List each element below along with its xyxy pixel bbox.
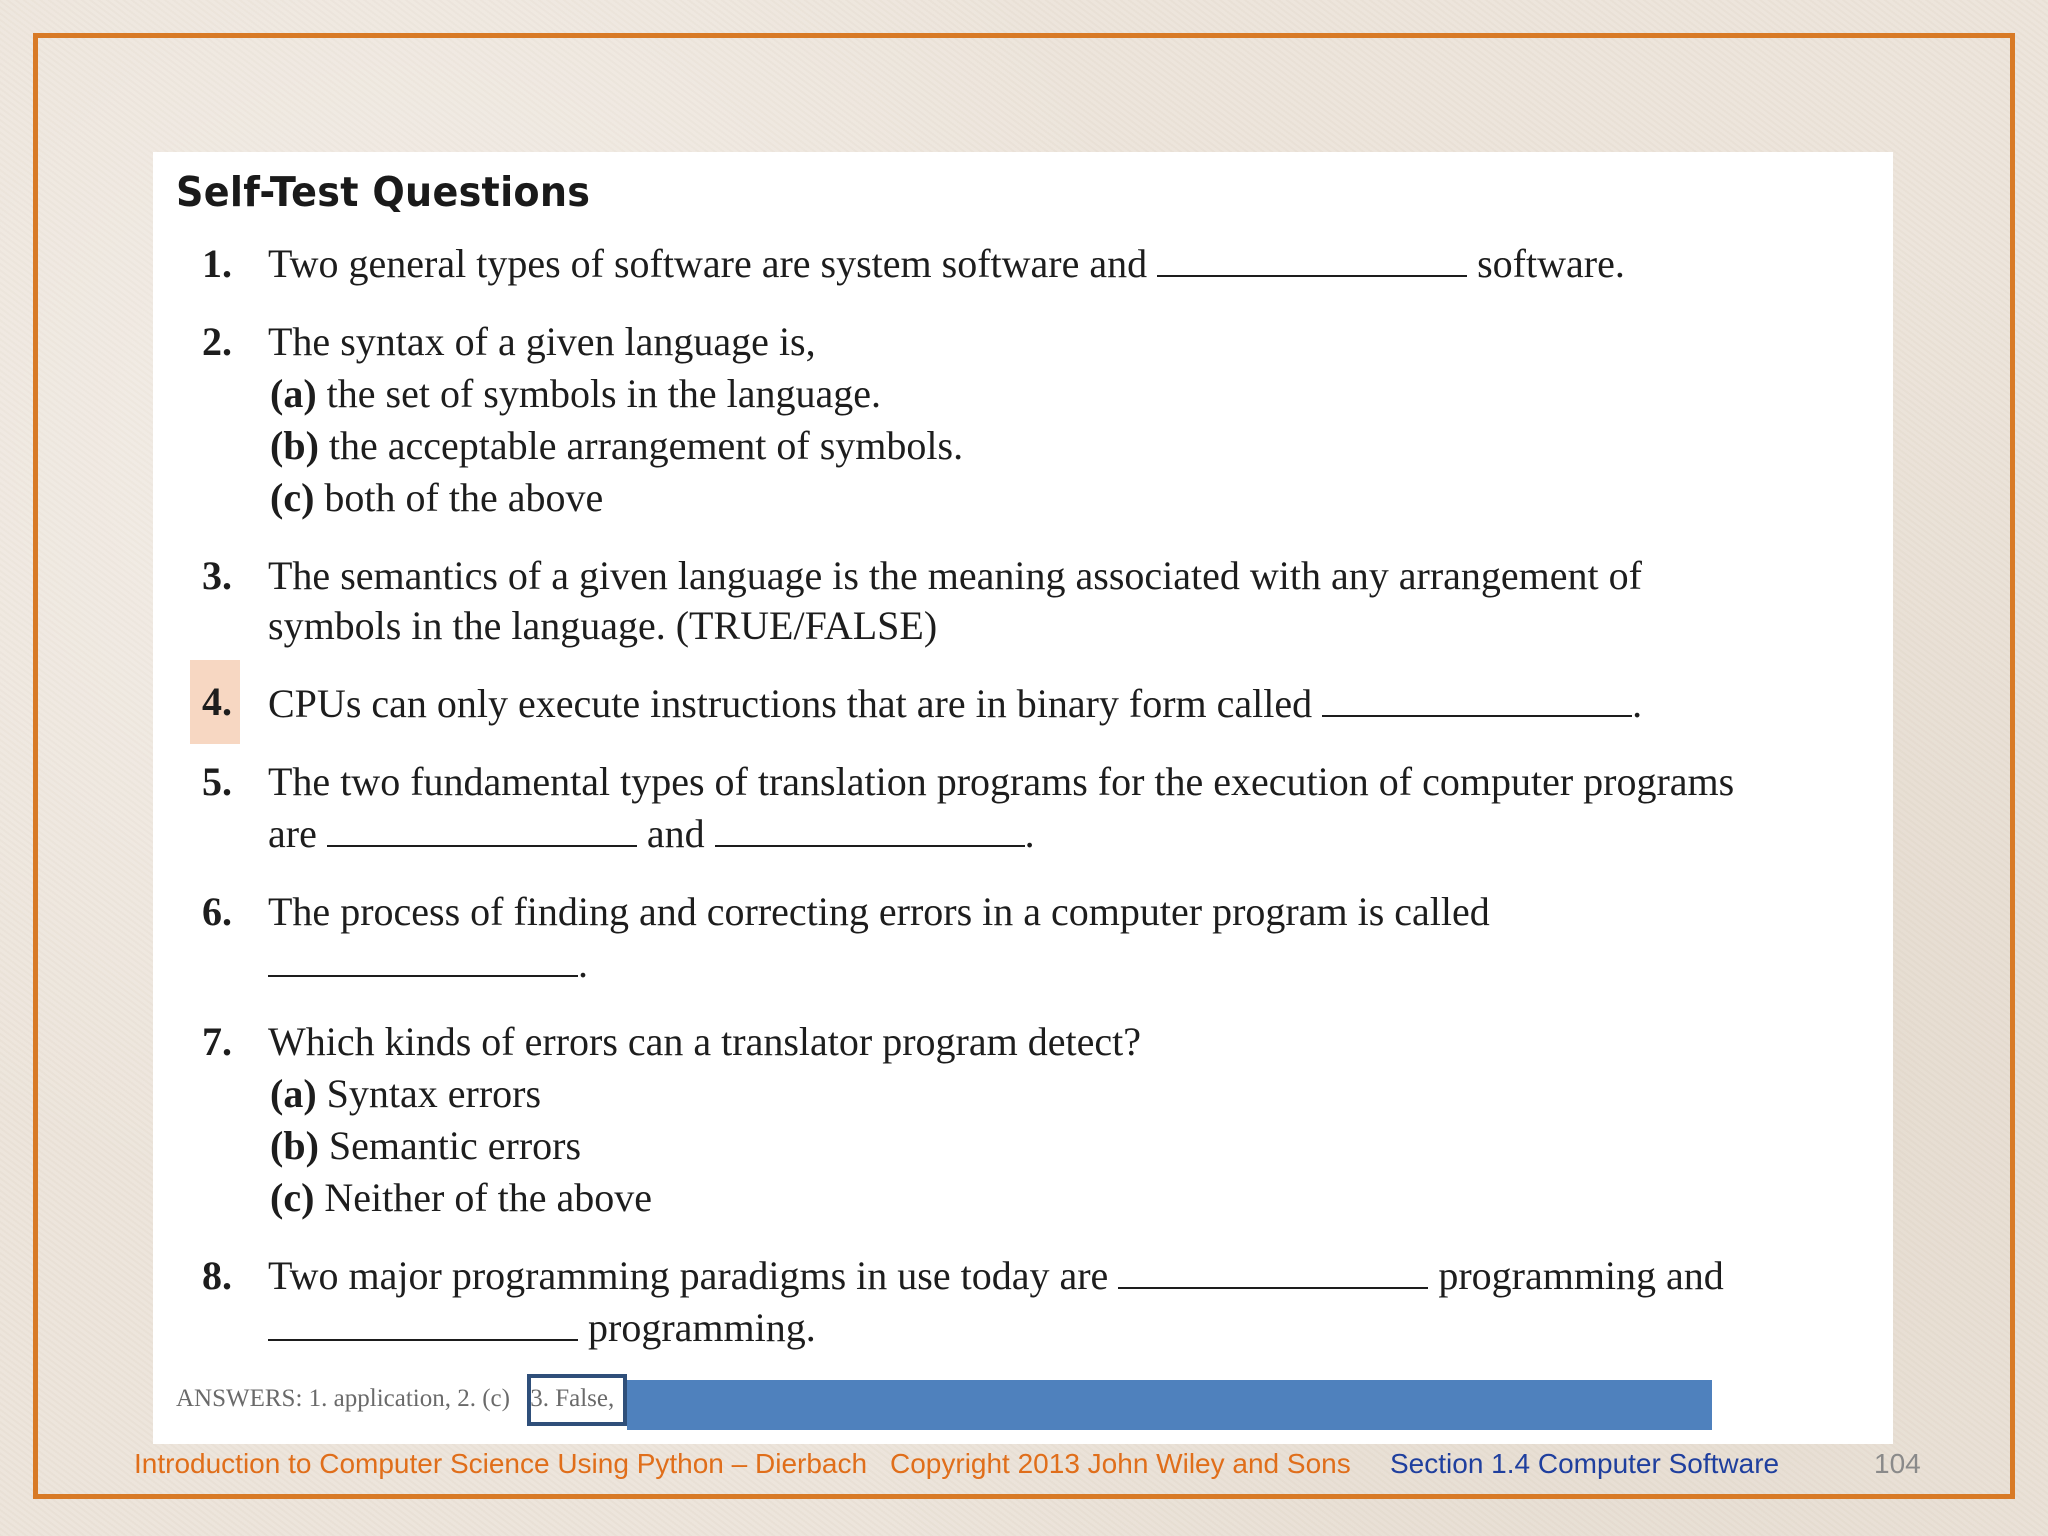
answer-3-highlighted: 3. False,	[530, 1385, 615, 1412]
question-number-1: 1.	[202, 241, 232, 286]
answers-hidden-bar	[627, 1380, 1712, 1430]
section-heading: Self-Test Questions	[176, 168, 591, 216]
question-2-option-c: (c) both of the above	[270, 475, 604, 520]
footer-page-number: 104	[1874, 1448, 1921, 1479]
question-number-4-highlighted: 4.	[190, 660, 240, 744]
question-3-line-2: symbols in the language. (TRUE/FALSE)	[268, 603, 938, 648]
question-7-option-b: (b) Semantic errors	[270, 1123, 582, 1168]
question-number-6: 6.	[202, 889, 232, 934]
question-number-3: 3.	[202, 553, 232, 598]
answer-blank	[715, 815, 1025, 847]
question-3-line-1: The semantics of a given language is the meaning associated with any arrangement of	[268, 553, 1642, 598]
question-2-option-b: (b) the acceptable arrangement of symbols.	[270, 423, 964, 468]
answers-line: ANSWERS: 1. application, 2. (c) 3. False,	[176, 1385, 615, 1412]
question-6-line-1: The process of finding and correcting errors in a computer program is called	[268, 889, 1490, 934]
question-8-line-2: programming.	[268, 1304, 816, 1351]
answer-blank	[327, 815, 637, 847]
question-5-line-2: are and .	[268, 811, 1035, 856]
question-2-option-a: (a) the set of symbols in the language.	[270, 371, 881, 416]
footer-book-title: Introduction to Computer Science Using Python – Dierbach	[134, 1448, 868, 1479]
answer-blank	[1118, 1257, 1428, 1289]
question-6-line-2: .	[268, 940, 588, 987]
answer-blank	[1322, 685, 1632, 717]
answer-highlight-box	[527, 1374, 627, 1426]
question-8-line-1: Two major programming paradigms in use today are programming and	[268, 1253, 1724, 1298]
question-number-8: 8.	[202, 1253, 232, 1298]
question-7-option-c: (c) Neither of the above	[270, 1175, 653, 1220]
answer-blank	[268, 945, 578, 977]
question-7-text: Which kinds of errors can a translator program detect?	[268, 1019, 1141, 1064]
question-number-7: 7.	[202, 1019, 232, 1064]
question-number-2: 2.	[202, 319, 232, 364]
question-4-text: CPUs can only execute instructions that are in binary form called .	[268, 681, 1643, 726]
answer-blank	[1157, 245, 1467, 277]
question-5-line-1: The two fundamental types of translation programs for the execution of computer programs	[268, 759, 1735, 804]
answer-blank	[268, 1309, 578, 1341]
question-number-5: 5.	[202, 759, 232, 804]
question-1-text: Two general types of software are system software and software.	[268, 241, 1625, 286]
question-2-text: The syntax of a given language is,	[268, 319, 816, 364]
footer-section: Section 1.4 Computer Software	[1390, 1448, 1780, 1479]
question-7-option-a: (a) Syntax errors	[270, 1071, 542, 1116]
footer-copyright: Copyright 2013 John Wiley and Sons	[890, 1448, 1351, 1479]
